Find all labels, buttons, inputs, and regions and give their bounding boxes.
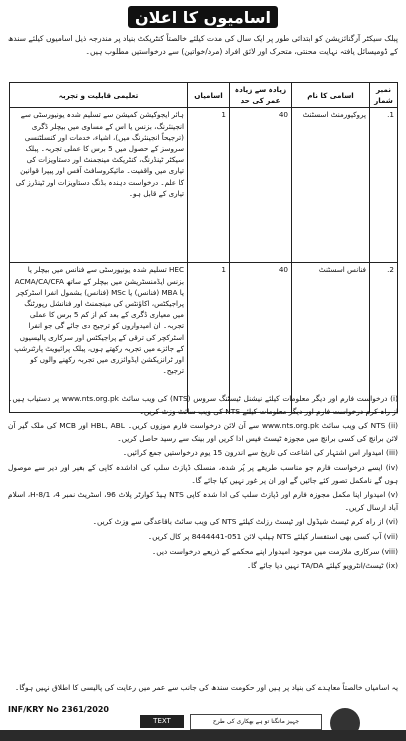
intro-paragraph: پبلک سیکٹر آرگنائزیشن کو ابتدائی طور پر ایک سال کی مدت کیلئے خالصتاً کنٹریکٹ بنیاد پر مندرجہ ذیل اسامیوں کیلئے سندھ کے ڈومیسائل یافتہ نہایت محنتی، متحرک اور لائق افراد (مرد/خواتین) سے درخواستیں مطلوب ہیں۔ (8, 34, 398, 56)
reference-number: INF/KRY No 2361/2020 (8, 705, 109, 714)
header-posts: اسامیاں (188, 83, 230, 108)
list-item: (vii) آپ کسی بھی استفسار کیلئے NTS ہیلپ لائن 051-8444441 پر کال کریں۔ (147, 531, 398, 541)
age-cell: 40 (230, 108, 292, 263)
table-row (10, 108, 398, 263)
list-item: (vi) از راہ کرم ٹیسٹ شیڈول اور ٹیسٹ رزلٹ کیلئے NTS کی ویب سائٹ باقاعدگی سے وزٹ کریں۔ (92, 517, 398, 527)
list-item: (viii) سرکاری ملازمت میں موجود امیدوار اپنے محکمے کے ذریعے درخواست دیں۔ (151, 546, 398, 556)
footer-slogan: جہیز مانگنا تو ہے بھکاری کی طرح (190, 714, 322, 730)
posts-cell: 1 (188, 263, 230, 413)
header-serial: نمبر شمار (370, 83, 398, 108)
header-qualification: تعلیمی قابلیت و تجربہ (10, 83, 188, 108)
list-item: (i) درخواست فارم اور دیگر معلومات کیلئے نیشنل ٹیسٹنگ سروس (NTS) کی ویب سائٹ www.nts.org.pk پر دستیاب ہیں۔ از راہ کرم درخواست فارم اور دیگر معلومات کیلئے NTS کی ویب سائٹ وزٹ کریں۔ (8, 394, 398, 416)
header-age: زیادہ سے زیادہ عمر کی حد (230, 83, 292, 108)
vacancies-table (9, 82, 398, 413)
table-header-row (10, 83, 398, 108)
closing-note: یہ اسامیاں خالصتاً معاہدے کی بنیاد پر ہیں اور حکومت سندھ کی جانب سے عمر میں رعایت کی پالیسی کا اطلاق نہیں ہوگا۔ (14, 683, 398, 692)
posts-cell: 1 (188, 108, 230, 263)
age-cell: 40 (230, 263, 292, 413)
instructions-list (8, 393, 398, 575)
text-badge: TEXT (140, 715, 184, 728)
table-row (10, 263, 398, 413)
serial-cell: 2. (370, 263, 398, 413)
list-item: (v) امیدوار اپنا مکمل مجوزہ فارم اور ڈپازٹ سلپ کی ادا شدہ کاپی NTS ہیڈ کوارٹر پلاٹ 96، اسٹریٹ نمبر 4، H-8/1، اسلام آباد ارسال کریں۔ (8, 490, 398, 512)
serial-cell: 1. (370, 108, 398, 263)
list-item: (iii) امیدوار اس اشتہار کی اشاعت کی تاریخ سے اندرون 15 یوم درخواستیں جمع کرائیں۔ (122, 448, 398, 458)
qualification-cell: HEC تسلیم شدہ یونیورسٹی سے فنانس میں بیچلر یا بزنس ایڈمنسٹریشن میں بیچلر کے ساتھ ACMA/CA/CFA یا MBA (فنانس) یا MSc (فنانس) بشمول انفرا اسٹرکچر پراجیکٹس، اکاؤنٹس کی مینجمنٹ اور فنانشل رپورٹنگ میں معیاری ڈگری کے بعد کم از کم 5 برس کا عملی تجربہ۔ ان امیدواروں کو ترجیح دی جائے گی جو انفرا اسٹرکچر کی ترقی کے پراجیکٹس اور سرکاری پالیسیوں کے جائزے میں تجربہ رکھتے ہوں، پبلک پرائیویٹ پارٹنرشپ اور ٹرانزیکشن ایڈوائزری میں تجربہ رکھنے والوں کو ترجیح۔ (10, 263, 188, 413)
header-post: اسامی کا نام (292, 83, 370, 108)
list-item: (ii) NTS کی ویب سائٹ www.nts.org.pk سے آن لائن درخواست فارم موزوں کریں۔ HBL, ABL اور MCB کی ملک گیر آن لائن برانچ کی کسی برانچ میں مجوزہ ٹیسٹ فیس ادا کریں اور بینک سے رسید حاصل کریں۔ (8, 421, 399, 443)
post-title-cell: پروکیورمنٹ اسسٹنٹ (292, 108, 370, 263)
qualification-cell: ہائر ایجوکیشن کمیشن سے تسلیم شدہ یونیورسٹی سے انجینئرنگ، بزنس یا اس کے مساوی میں بیچلر ڈگری (ترجیحاً انجینئرنگ میں)، اشیاء، خدمات اور کنسلٹنسی سروسز کے حصول میں 5 برس کا عملی تجربہ۔ پبلک سیکٹر ٹینڈرنگ، کنٹریکٹ مینجمنٹ اور دستاویزات کی تیاری میں واقفیت۔ مائیکروسافٹ آفس اور پیپرا قوانین کا علم۔ درخواست دہندہ بڈنگ دستاویزات اور ٹینڈرز کی تیاری کے قابل ہو۔ (10, 108, 188, 263)
ad-title: اسامیوں کا اعلان (128, 6, 278, 28)
list-item: (ix) ٹیسٹ/انٹرویو کیلئے TA/DA نہیں دیا جائے گا۔ (246, 561, 398, 571)
list-item: (iv) ایسے درخواست فارم جو مناسب طریقے پر پُر شدہ، منسلک ڈپازٹ سلپ کی اداشدہ کاپی کے بغیر اور دیر سے موصول ہوں گے نامکمل تصور کئے جائیں گے اور ان پر غور نہیں کیا جائے گا۔ (8, 462, 398, 485)
post-title-cell: فنانس اسسٹنٹ (292, 263, 370, 413)
footer-bar (0, 730, 406, 741)
